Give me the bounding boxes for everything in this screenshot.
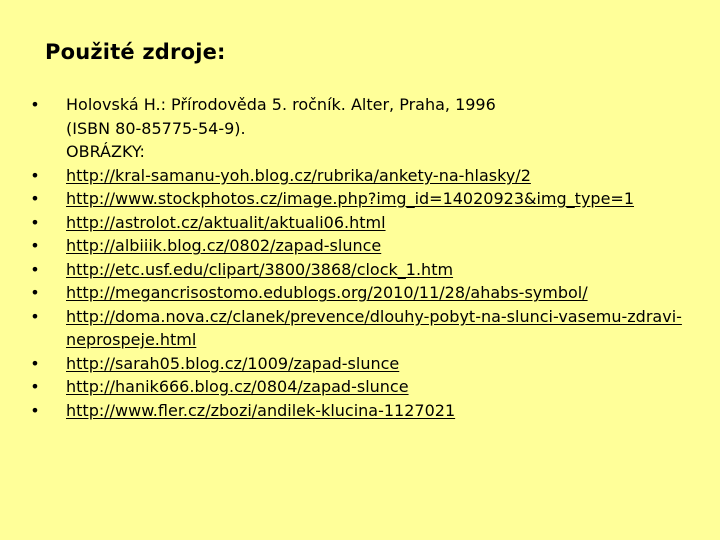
list-item-link [28,258,698,282]
source-link[interactable]: http://www.fler.cz/zbozi/andilek-klucina-1127021 [66,400,456,420]
page-title: Použité zdroje: [45,40,226,64]
source-link[interactable]: http://astrolot.cz/aktualit/aktuali06.html [66,212,386,232]
bullet-icon: • [30,377,40,396]
list-item-link [28,352,698,376]
list-item-link [28,187,698,211]
bullet-icon: • [30,353,40,373]
bullet-icon: • [30,212,40,232]
list-item-link [28,234,698,258]
list-item-link [28,211,698,235]
list-item-link [28,164,698,188]
source-link[interactable]: http://doma.nova.cz/clanek/prevence/dlouhy-pobyt-na-slunci-vasemu-zdravi-neprospeje.html [66,306,682,349]
sources-list [28,93,698,422]
book-citation: Holovská H.: Přírodověda 5. ročník. Alter, Praha, 1996 [66,95,496,114]
bullet-icon: • [30,400,40,420]
source-link[interactable]: http://albiiik.blog.cz/0802/zapad-slunce [66,236,382,255]
source-link[interactable]: http://www.stockphotos.cz/image.php?img_id=14020923&img_type=1 [66,189,634,208]
bullet-icon: • [30,95,40,114]
images-heading: OBRÁZKY: [66,142,145,161]
source-link[interactable]: http://megancrisostomo.edublogs.org/2010/11/28/ahabs-symbol/ [66,283,588,302]
source-link[interactable]: http://sarah05.blog.cz/1009/zapad-slunce [66,353,400,373]
bullet-icon: • [30,236,40,255]
list-item-link [28,399,698,423]
list-item-link [28,375,698,399]
list-item-book-source [28,93,698,164]
source-link[interactable]: http://etc.usf.edu/clipart/3800/3868/clock_1.htm [66,259,454,279]
book-isbn: (ISBN 80-85775-54-9). [66,118,246,138]
bullet-icon: • [30,189,40,208]
list-item-link [28,305,698,352]
list-item-link [28,281,698,305]
bullet-icon: • [30,306,40,326]
source-link[interactable]: http://kral-samanu-yoh.blog.cz/rubrika/ankety-na-hlasky/2 [66,165,531,185]
bullet-icon: • [30,259,40,279]
source-link[interactable]: http://hanik666.blog.cz/0804/zapad-slunce [66,377,409,396]
bullet-icon: • [30,283,40,302]
bullet-icon: • [30,165,40,185]
